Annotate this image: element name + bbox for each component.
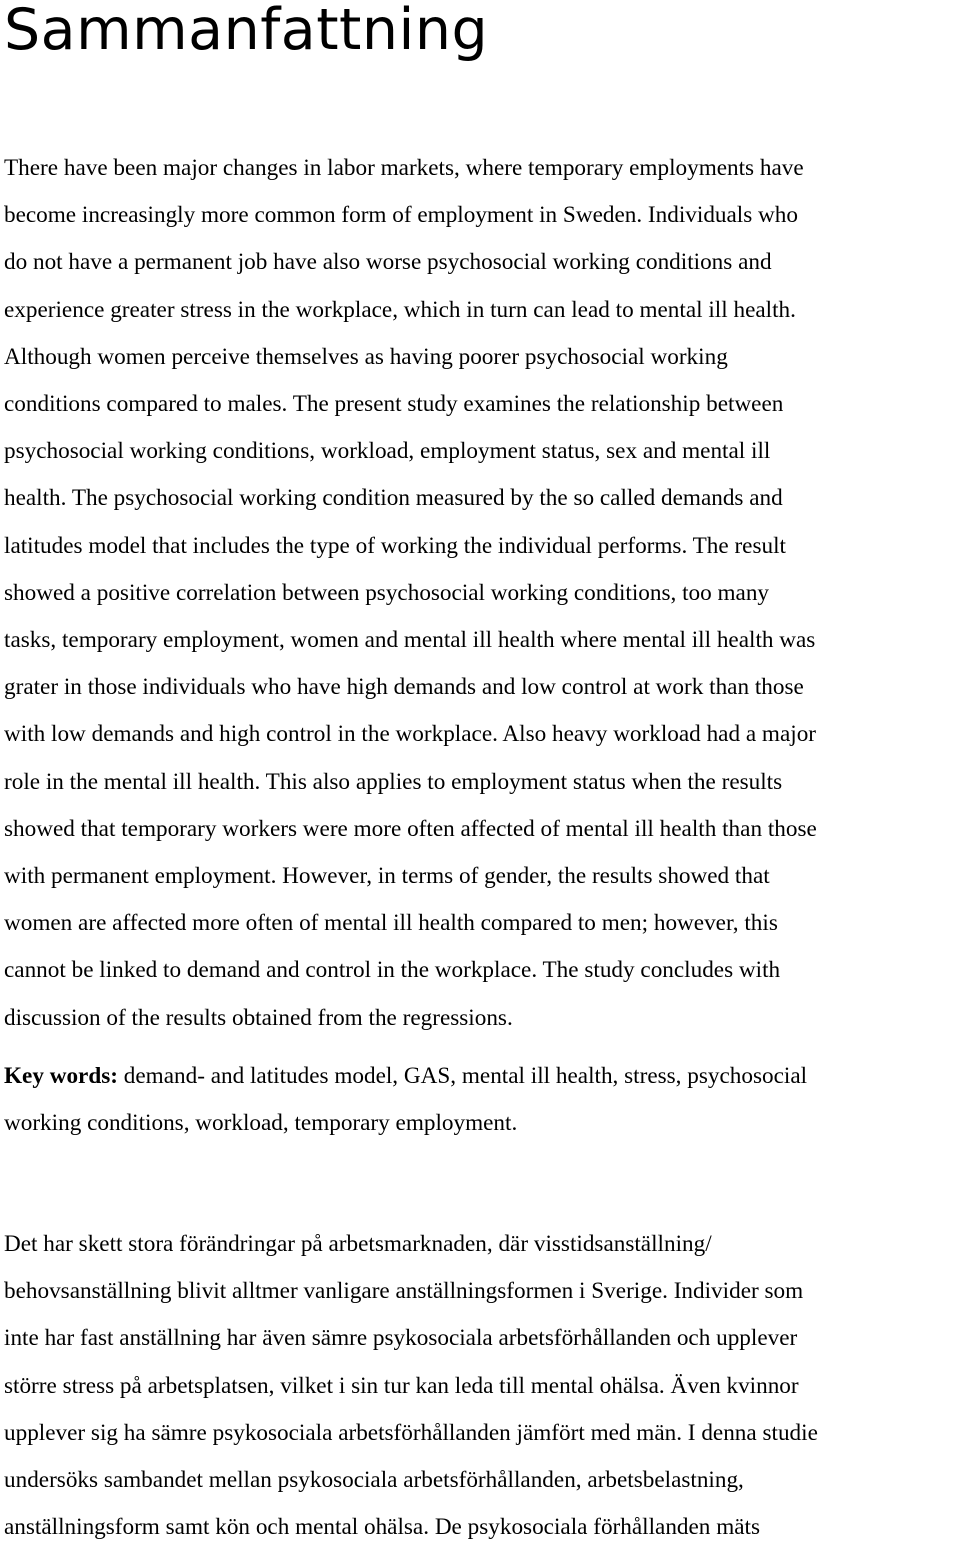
text-line: psychosocial working conditions, workload, employment status, sex and mental ill — [4, 438, 771, 465]
keywords-line: working conditions, workload, temporary employment. — [4, 1110, 518, 1137]
text-line: tasks, temporary employment, women and mental ill health where mental ill health was — [4, 627, 816, 654]
text-line: conditions compared to males. The present study examines the relationship between — [4, 391, 784, 418]
text-line: upplever sig ha sämre psykosociala arbetsförhållanden jämfört med män. I denna studie — [4, 1419, 818, 1446]
text-line: inte har fast anställning har även sämre psykosociala arbetsförhållanden och upplever — [4, 1325, 798, 1352]
abstract-swedish — [4, 1221, 960, 1551]
keywords-paragraph — [4, 1053, 960, 1147]
text-line: cannot be linked to demand and control in the workplace. The study concludes with — [4, 957, 781, 984]
text-line: anställningsform samt kön och mental ohälsa. De psykosociala förhållanden mäts — [4, 1514, 760, 1541]
keywords-label: Key words: — [4, 1063, 118, 1089]
text-line: behovsanställning blivit alltmer vanligare anställningsformen i Sverige. Individer som — [4, 1278, 804, 1305]
text-line: showed a positive correlation between psychosocial working conditions, too many — [4, 579, 770, 606]
keywords-text: demand- and latitudes model, GAS, mental ill health, stress, psychosocial — [118, 1063, 808, 1089]
text-line: discussion of the results obtained from the regressions. — [4, 1004, 513, 1031]
keywords-line — [4, 1053, 960, 1100]
text-line: health. The psychosocial working condition measured by the so called demands and — [4, 485, 783, 512]
text-line: with permanent employment. However, in terms of gender, the results showed that — [4, 863, 770, 890]
text-line: women are affected more often of mental ill health compared to men; however, this — [4, 910, 778, 937]
text-line: become increasingly more common form of employment in Sweden. Individuals who — [4, 202, 798, 229]
text-line: There have been major changes in labor markets, where temporary employments have — [4, 155, 804, 181]
text-line: experience greater stress in the workplace, which in turn can lead to mental ill health. — [4, 296, 796, 323]
text-line: undersöks sambandet mellan psykosociala arbetsförhållanden, arbetsbelastning, — [4, 1467, 744, 1494]
text-line: grater in those individuals who have high demands and low control at work than those — [4, 674, 804, 701]
text-line: latitudes model that includes the type of working the individual performs. The result — [4, 532, 786, 559]
text-line: showed that temporary workers were more often affected of mental ill health than those — [4, 815, 817, 842]
text-line: with low demands and high control in the workplace. Also heavy workload had a major — [4, 721, 817, 748]
text-line: Det har skett stora förändringar på arbetsmarknaden, där visstidsanställning/ — [4, 1231, 712, 1257]
text-line: do not have a permanent job have also worse psychosocial working conditions and — [4, 249, 772, 276]
text-line: större stress på arbetsplatsen, vilket i sin tur kan leda till mental ohälsa. Även kvinnor — [4, 1372, 799, 1399]
page-title: Sammanfattning — [4, 0, 489, 63]
text-line: role in the mental ill health. This also applies to employment status when the results — [4, 768, 783, 795]
abstract-english — [4, 145, 960, 1042]
text-line: Although women perceive themselves as having poorer psychosocial working — [4, 343, 728, 370]
